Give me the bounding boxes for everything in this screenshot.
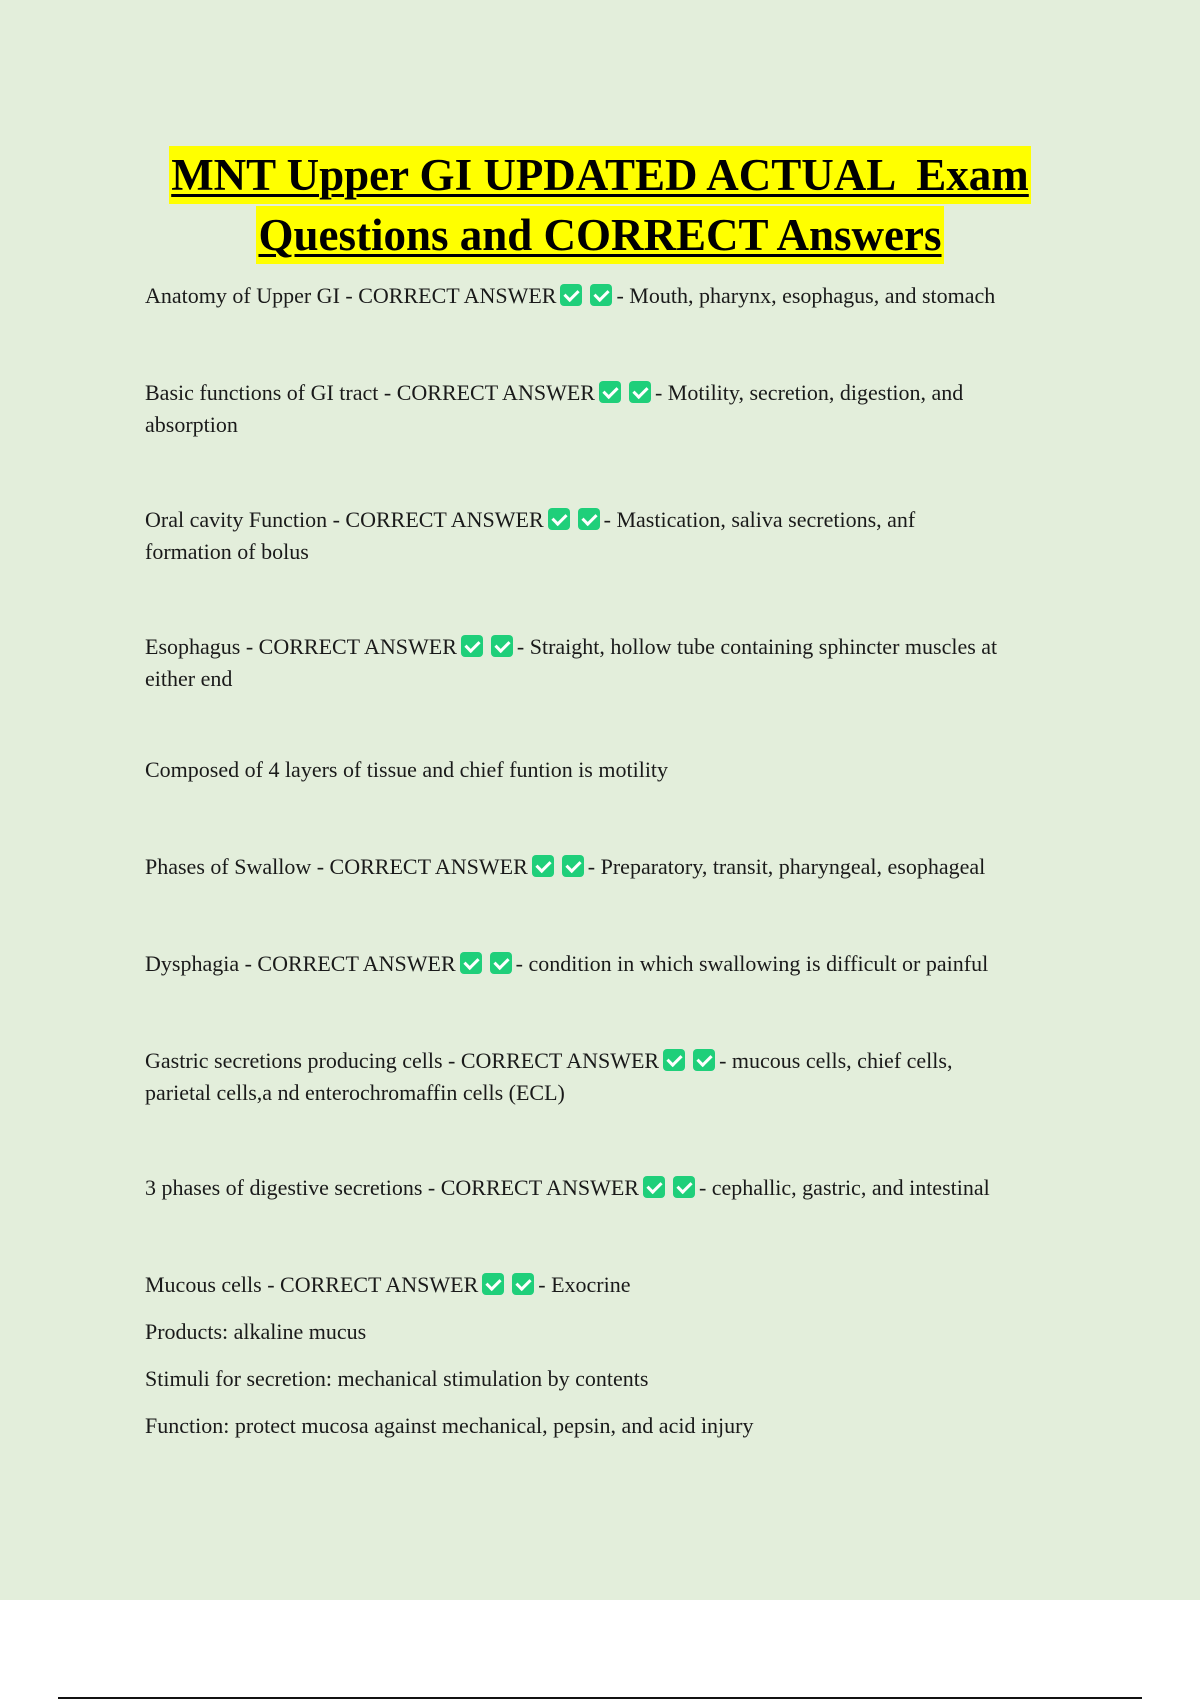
qa-item <box>145 851 1085 883</box>
check-icon <box>562 855 584 877</box>
question-text: Esophagus - <box>145 634 259 659</box>
answer-text: - condition in which swallowing is difficult or painful <box>515 951 989 976</box>
check-icon <box>490 952 512 974</box>
correct-answer-marker: CORRECT ANSWER <box>358 283 557 308</box>
check-icon <box>532 855 554 877</box>
answer-continuation: absorption <box>145 412 238 437</box>
check-icon <box>491 635 513 657</box>
correct-answer-marker: CORRECT ANSWER <box>396 380 595 405</box>
check-icon <box>599 381 621 403</box>
plain-text: Composed of 4 layers of tissue and chief funtion is motility <box>145 757 669 782</box>
correct-answer-marker: CORRECT ANSWER <box>280 1272 479 1297</box>
check-icon <box>693 1049 715 1071</box>
check-icon <box>482 1273 504 1295</box>
answer-text: - Straight, hollow tube containing sphincter muscles at <box>516 634 998 659</box>
check-icon <box>590 284 612 306</box>
detail-line: Stimuli for secretion: mechanical stimulation by contents <box>145 1366 649 1391</box>
qa-item <box>145 1269 1085 1442</box>
footer-divider <box>58 1697 1142 1699</box>
answer-continuation: formation of bolus <box>145 539 309 564</box>
qa-item <box>145 1045 1085 1109</box>
correct-answer-marker: CORRECT ANSWER <box>257 951 456 976</box>
question-text: Basic functions of GI tract - <box>145 380 397 405</box>
question-text: Dysphagia - <box>145 951 258 976</box>
check-icon <box>512 1273 534 1295</box>
check-icon <box>629 381 651 403</box>
answer-text: - mucous cells, chief cells, <box>719 1048 953 1073</box>
qa-item <box>145 1172 1085 1204</box>
detail-line: Function: protect mucosa against mechanical, pepsin, and acid injury <box>145 1413 754 1438</box>
question-text: Oral cavity Function - <box>145 507 346 532</box>
check-icon <box>643 1176 665 1198</box>
answer-continuation: either end <box>145 666 233 691</box>
correct-answer-marker: CORRECT ANSWER <box>440 1175 639 1200</box>
correct-answer-marker: CORRECT ANSWER <box>345 507 544 532</box>
detail-line: Products: alkaline mucus <box>145 1319 367 1344</box>
qa-item <box>145 280 1085 312</box>
question-text: Gastric secretions producing cells - <box>145 1048 461 1073</box>
answer-text: - Exocrine <box>538 1272 631 1297</box>
document-title <box>0 146 1200 266</box>
answer-continuation: parietal cells,a nd enterochromaffin cells (ECL) <box>145 1080 565 1105</box>
check-icon <box>461 635 483 657</box>
question-text: Anatomy of Upper GI - <box>145 283 359 308</box>
title-line-1: MNT Upper GI UPDATED ACTUAL Exam <box>169 146 1031 204</box>
answer-text: - Motility, secretion, digestion, and <box>654 380 964 405</box>
question-text: Mucous cells - <box>145 1272 281 1297</box>
qa-item <box>145 504 1085 568</box>
question-text: Phases of Swallow - <box>145 854 330 879</box>
check-icon <box>548 508 570 530</box>
answer-text: - cephallic, gastric, and intestinal <box>698 1175 990 1200</box>
answer-text: - Preparatory, transit, pharyngeal, esophageal <box>587 854 986 879</box>
qa-item <box>145 631 1085 695</box>
answer-text: - Mouth, pharynx, esophagus, and stomach <box>616 283 996 308</box>
question-text: 3 phases of digestive secretions - <box>145 1175 441 1200</box>
check-icon <box>560 284 582 306</box>
check-icon <box>673 1176 695 1198</box>
qa-item <box>145 754 1085 786</box>
check-icon <box>663 1049 685 1071</box>
qa-item <box>145 377 1085 441</box>
check-icon <box>578 508 600 530</box>
check-icon <box>460 952 482 974</box>
correct-answer-marker: CORRECT ANSWER <box>460 1048 660 1073</box>
qa-item <box>145 948 1085 980</box>
title-line-2: Questions and CORRECT Answers <box>256 206 943 264</box>
correct-answer-marker: CORRECT ANSWER <box>329 854 528 879</box>
answer-text: - Mastication, saliva secretions, anf <box>603 507 916 532</box>
correct-answer-marker: CORRECT ANSWER <box>258 634 457 659</box>
